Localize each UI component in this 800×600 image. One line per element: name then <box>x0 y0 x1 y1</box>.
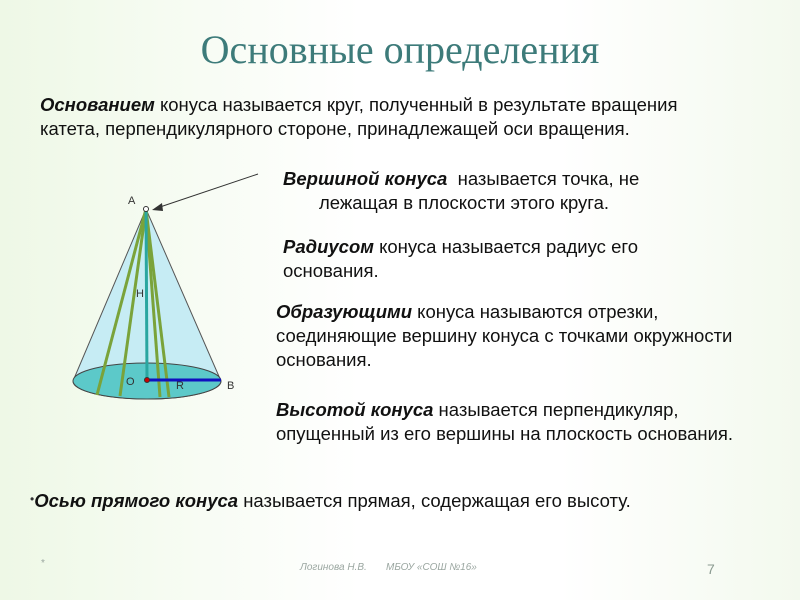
arrow-line <box>160 174 258 207</box>
label-apex: A <box>128 195 136 207</box>
term-axis: Осью прямого конуса <box>34 490 239 511</box>
term-generatrix: Образующими <box>276 301 413 322</box>
apex-point <box>144 207 149 212</box>
text-base: конуса называется круг, полученный в результате вращения катета, перпендикулярного стороне, принадлежащей оси вращения. <box>40 94 678 139</box>
footer-star: * <box>41 558 45 569</box>
label-base-point: B <box>227 380 235 392</box>
term-radius: Радиусом <box>283 236 374 257</box>
page-title: Основные определения <box>200 27 600 72</box>
footer-school: МБОУ «СОШ №16» <box>386 562 477 573</box>
text-generatrix: конуса называются отрезки, соединяющие вершину конуса с точками окружности основания. <box>276 301 733 370</box>
text-radius: конуса называется радиус его основания. <box>283 236 638 281</box>
footer-author: Логинова Н.В. <box>300 562 367 573</box>
text-vertex-line1: называется точка, не <box>447 168 640 189</box>
term-vertex: Вершиной конуса <box>283 168 448 189</box>
center-point <box>145 378 150 383</box>
term-height: Высотой конуса <box>276 399 434 420</box>
text-vertex-line2: лежащая в плоскости этого круга. <box>319 192 610 213</box>
bullet-icon: • <box>30 492 35 506</box>
label-radius: R <box>176 380 184 392</box>
arrow-head-icon <box>152 203 163 211</box>
label-height: H <box>136 288 144 300</box>
text-axis: называется прямая, содержащая его высоту. <box>238 490 631 511</box>
page-number: 7 <box>707 561 715 577</box>
text-height: называется перпендикуляр, опущенный из его вершины на плоскость основания. <box>276 399 734 444</box>
height-line <box>146 209 147 380</box>
term-base: Основанием <box>40 94 155 115</box>
label-center: O <box>126 376 135 388</box>
